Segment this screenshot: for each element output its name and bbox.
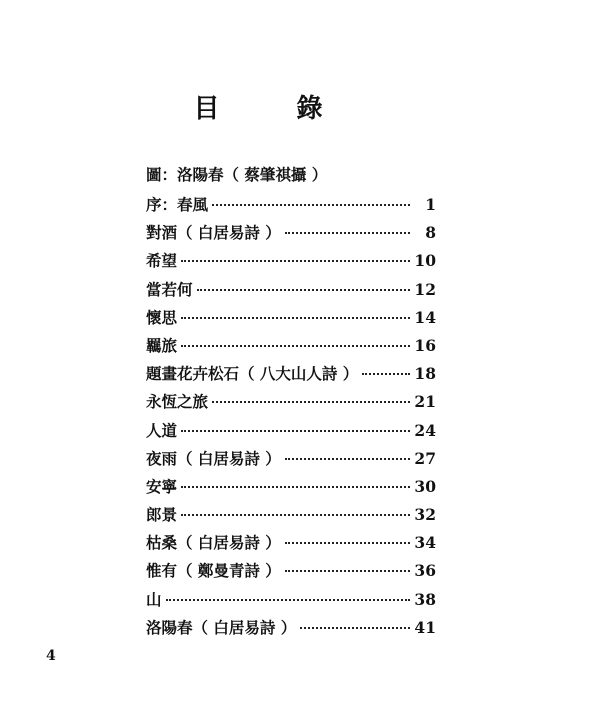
toc-entry-page: 30 xyxy=(414,476,436,496)
toc-entry-page: 38 xyxy=(414,589,436,609)
toc-entry xyxy=(146,419,436,447)
toc-entry-page: 27 xyxy=(414,448,436,468)
table-of-contents xyxy=(146,193,436,644)
toc-entry-page: 18 xyxy=(414,364,436,384)
dot-leader xyxy=(181,317,410,319)
dot-leader xyxy=(212,204,410,206)
toc-entry-title: 懷思 xyxy=(146,307,178,327)
dot-leader xyxy=(197,289,410,291)
toc-entry xyxy=(146,193,436,221)
toc-entry-page: 16 xyxy=(414,335,436,355)
toc-entry xyxy=(146,447,436,475)
toc-entry xyxy=(146,362,436,390)
toc-entry xyxy=(146,559,436,587)
toc-entry-title: 洛陽春（ 白居易詩 ） xyxy=(146,617,297,637)
dot-leader xyxy=(212,401,410,403)
toc-entry-page: 21 xyxy=(414,392,436,412)
toc-entry-title: 枯桑（ 白居易詩 ） xyxy=(146,533,281,553)
dot-leader xyxy=(300,627,410,629)
dot-leader xyxy=(181,430,410,432)
toc-entry-page: 14 xyxy=(414,307,436,327)
toc-entry-title: 序：春風 xyxy=(146,195,209,214)
toc-entry-title: 希望 xyxy=(146,251,178,271)
toc-entry xyxy=(146,334,436,362)
toc-entry-title: 郎景 xyxy=(146,505,178,525)
dot-leader xyxy=(285,232,410,234)
toc-entry-page: 41 xyxy=(414,617,436,637)
plate-caption: 圖：洛陽春（ 蔡肇祺攝 ） xyxy=(146,165,328,184)
page-title: 目 錄 xyxy=(193,94,357,124)
dot-leader xyxy=(181,345,410,347)
page-number: 4 xyxy=(46,648,56,664)
toc-entry xyxy=(146,249,436,277)
toc-entry xyxy=(146,475,436,503)
toc-entry-title: 人道 xyxy=(146,420,178,440)
dot-leader xyxy=(285,542,410,544)
toc-entry xyxy=(146,503,436,531)
toc-entry-title: 惟有（ 鄭曼青詩 ） xyxy=(146,561,281,581)
toc-entry xyxy=(146,278,436,306)
toc-entry-title: 對酒（ 白居易詩 ） xyxy=(146,223,281,243)
toc-entry-title: 當若何 xyxy=(146,279,193,299)
toc-entry-page: 1 xyxy=(425,195,436,214)
toc-entry-title: 羈旅 xyxy=(146,335,178,355)
toc-entry-page: 12 xyxy=(414,279,436,299)
dot-leader xyxy=(166,599,410,601)
toc-entry xyxy=(146,531,436,559)
toc-entry-title: 永恆之旅 xyxy=(146,392,209,412)
toc-entry-title: 山 xyxy=(146,589,162,609)
toc-entry-page: 10 xyxy=(414,251,436,271)
toc-entry xyxy=(146,390,436,418)
toc-entry xyxy=(146,221,436,249)
toc-entry xyxy=(146,588,436,616)
toc-entry-page: 34 xyxy=(414,533,436,553)
dot-leader xyxy=(181,514,410,516)
dot-leader xyxy=(181,260,410,262)
toc-entry-page: 8 xyxy=(425,223,436,243)
toc-entry-page: 36 xyxy=(414,561,436,581)
toc-entry-page: 24 xyxy=(414,420,436,440)
dot-leader xyxy=(362,373,410,375)
toc-entry-title: 夜雨（ 白居易詩 ） xyxy=(146,448,281,468)
toc-entry-title: 安寧 xyxy=(146,476,178,496)
dot-leader xyxy=(181,486,410,488)
toc-entry-page: 32 xyxy=(414,505,436,525)
toc-entry-title: 題畫花卉松石（ 八大山人詩 ） xyxy=(146,364,359,384)
dot-leader xyxy=(285,458,410,460)
dot-leader xyxy=(285,570,410,572)
toc-entry xyxy=(146,616,436,644)
toc-entry xyxy=(146,306,436,334)
